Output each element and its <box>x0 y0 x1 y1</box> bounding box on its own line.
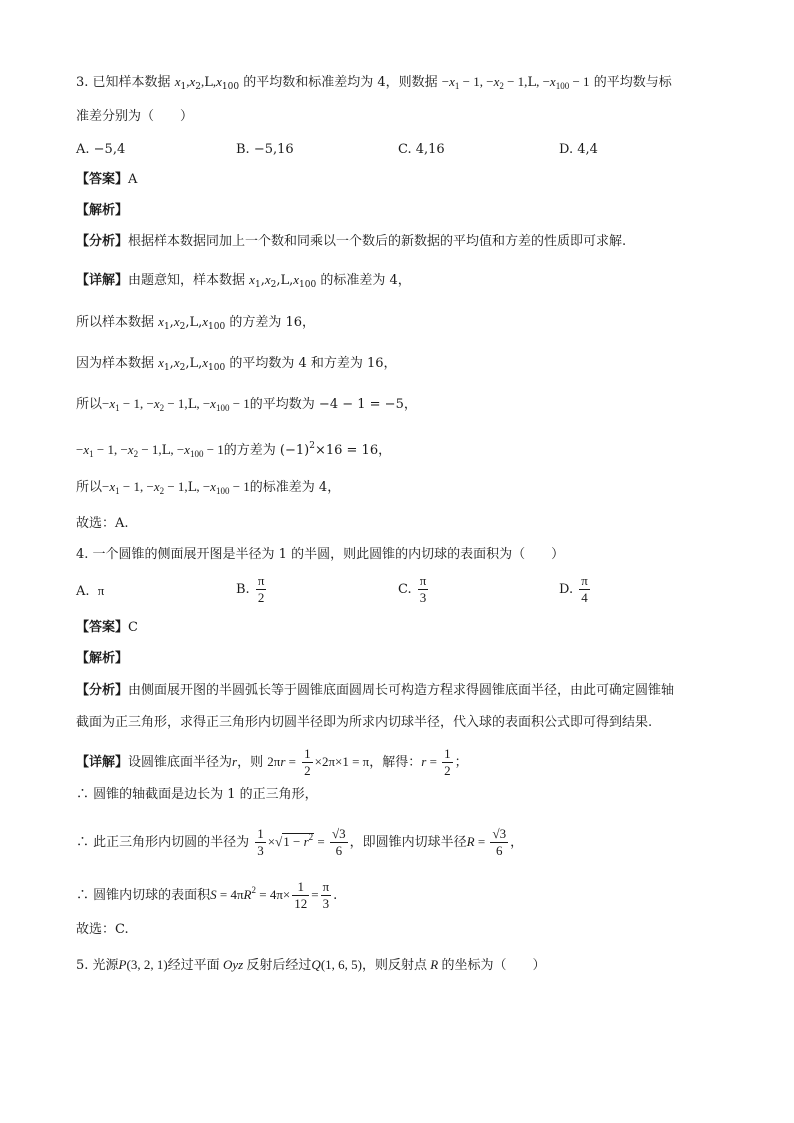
q4-stem: 4. 一个圆锥的侧面展开图是半径为 1 的半圆，则此圆锥的内切球的表面积为（ ） <box>76 547 565 562</box>
q3-detail-5: $-x_1 - 1$, $-x_2 - 1,L$, $-x_{100} - 1$的方差为 $(-1)^2\times 16 = 16$， <box>76 441 392 459</box>
q4-detail-3: ∴ 此正三角形内切圆的半径为 $\frac{1}{3}$ $\times√1 - r^2$ = $\frac{√3}{6}$ ，即圆锥内切球半径R = $\frac{√3}{6}$ ， <box>76 826 524 858</box>
q4-fenxi-line1: 【分析】由侧面展开图的半圆弧长等于圆锥底面圆周长可构造方程求得圆锥底面半径，由此可确定圆锥轴 <box>76 683 675 698</box>
q4-option-d: D. $\frac{\pi}{4}$ <box>559 573 588 605</box>
q3-detail-6: 所以$-x_1 - 1$, $-x_2 - 1,L$, $-x_{100} - 1$的标准差为 4， <box>76 479 341 496</box>
q3-answer: 【答案】A <box>76 172 138 187</box>
q3-detail-4: 所以$-x_1 - 1$, $-x_2 - 1,L$, $-x_{100} - 1$的平均数为 −4 − 1 = −5， <box>76 396 417 413</box>
q4-option-b: B. $\frac{\pi}{2}$ <box>236 573 265 605</box>
q4-option-a: A. π <box>76 583 105 599</box>
q5-stem: 5. 光源P(3, 2, 1)经过平面 Oyz 反射后经过Q(1, 6, 5)，则反射点 R 的坐标为（ ） <box>76 957 546 973</box>
q4-detail-1: 【详解】设圆锥底面半径为r，则 2πr = $\frac{1}{2}$ ×2π×1 = π，解得：r = $\frac{1}{2}$ ； <box>76 746 468 778</box>
q4-option-c: C. $\frac{\pi}{3}$ <box>398 573 427 605</box>
q3-stem-line1: 3. 已知样本数据 $x_1,x_2,L,x_{100}$ 的平均数和标准差均为 4，则数据 $-x_1 - 1$, $-x_2 - 1,L$, $-x_{100} - 1$ 的平均数与标 <box>76 74 672 92</box>
q4-detail-2: ∴ 圆锥的轴截面是边长为 1 的正三角形， <box>76 787 318 802</box>
q3-option-a: A. −5,4 <box>76 142 126 157</box>
q4-analysis-tag: 【解析】 <box>76 651 129 666</box>
q4-answer: 【答案】C <box>76 620 138 635</box>
q3-detail-3: 因为样本数据 $x_1,x_2,L,x_{100}$ 的平均数为 4 和方差为 16， <box>76 355 397 373</box>
q3-analysis-tag: 【解析】 <box>76 203 129 218</box>
q3-detail-2: 所以样本数据 $x_1,x_2,L,x_{100}$ 的方差为 16， <box>76 314 316 332</box>
q3-stem-line2: 准差分别为（ ） <box>76 109 194 124</box>
q3-fenxi: 【分析】根据样本数据同加上一个数和同乘以一个数后的新数据的平均值和方差的性质即可求解. <box>76 234 627 249</box>
q3-choose: 故选：A. <box>76 516 129 531</box>
q3-option-b: B. −5,16 <box>236 142 294 157</box>
q4-detail-4: ∴ 圆锥内切球的表面积$S = 4\pi R^2 = 4\pi\times$ $\frac{1}{12}$ = $\frac{\pi}{3}$ . <box>76 879 338 911</box>
q3-detail-1: 【详解】由题意知，样本数据 $x_1,x_2,L,x_{100}$ 的标准差为 4， <box>76 272 411 290</box>
q4-fenxi-line2: 截面为正三角形，求得正三角形内切圆半径即为所求内切球半径，代入球的表面积公式即可得到结果. <box>76 715 653 730</box>
q4-choose: 故选：C. <box>76 922 129 937</box>
q3-option-c: C. 4,16 <box>398 142 445 157</box>
q3-option-d: D. 4,4 <box>559 142 598 157</box>
